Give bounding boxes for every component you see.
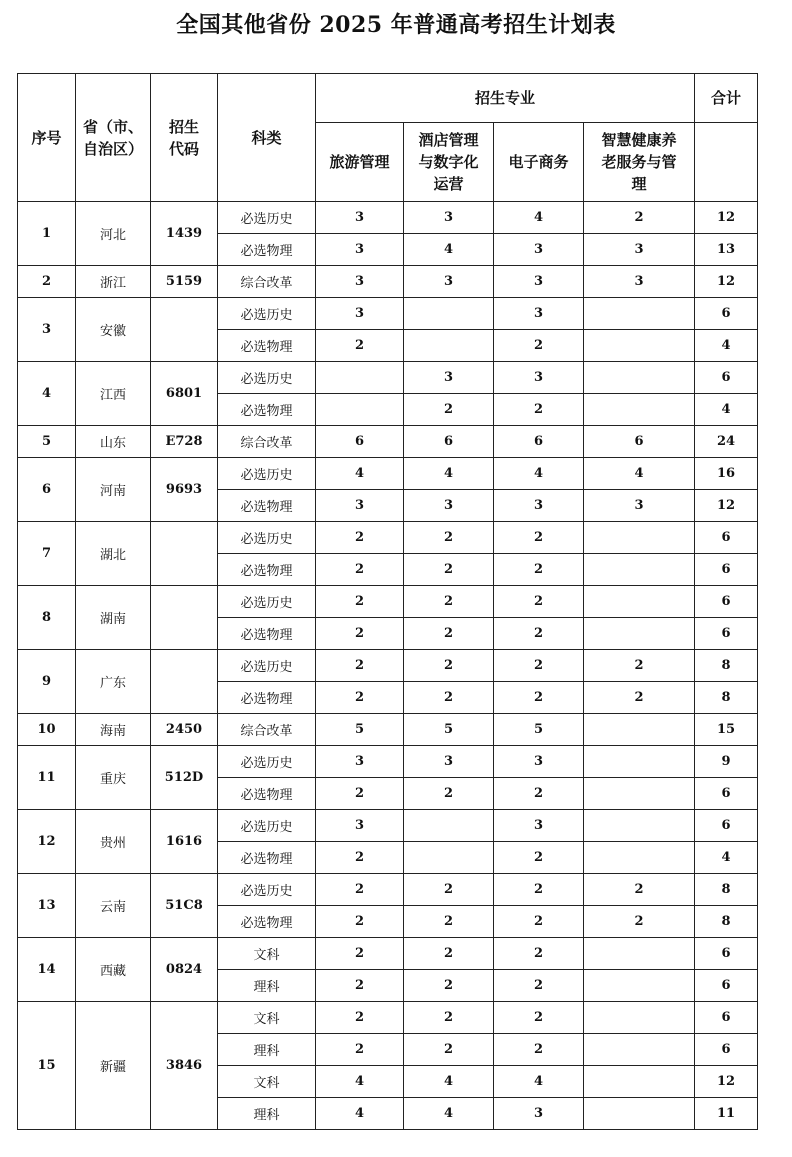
- cell-category: 文科: [218, 1066, 316, 1098]
- cell-category: 必选历史: [218, 362, 316, 394]
- cell-value: 4: [494, 458, 584, 490]
- cell-value: 2: [494, 522, 584, 554]
- cell-value: 2: [494, 554, 584, 586]
- cell-value: 2: [316, 554, 404, 586]
- cell-value: 4: [404, 458, 494, 490]
- cell-total: 13: [695, 234, 758, 266]
- cell-value: 3: [316, 298, 404, 330]
- header-province: [76, 74, 151, 202]
- cell-value: 3: [494, 266, 584, 298]
- header-province-line2: 自治区）: [82, 139, 143, 158]
- cell-code: 9693: [151, 458, 218, 522]
- cell-category: 必选物理: [218, 394, 316, 426]
- cell-code: 5159: [151, 266, 218, 298]
- cell-value: [584, 1002, 695, 1034]
- cell-value: 2: [316, 842, 404, 874]
- cell-value: 2: [316, 1002, 404, 1034]
- table-row: [18, 266, 758, 298]
- cell-total: 6: [695, 554, 758, 586]
- header-major-hotel-line1: 酒店管理: [418, 131, 479, 149]
- header-major-tourism-line1: 旅游管理: [329, 153, 390, 171]
- cell-value: 2: [494, 650, 584, 682]
- cell-value: 4: [494, 1066, 584, 1098]
- cell-value: 3: [494, 490, 584, 522]
- cell-value: [404, 298, 494, 330]
- cell-category: 必选物理: [218, 778, 316, 810]
- cell-value: 4: [494, 202, 584, 234]
- cell-value: 2: [494, 394, 584, 426]
- cell-seq: 4: [18, 362, 76, 426]
- cell-category: 必选物理: [218, 618, 316, 650]
- cell-total: 9: [695, 746, 758, 778]
- cell-value: 4: [404, 234, 494, 266]
- cell-total: 24: [695, 426, 758, 458]
- cell-code: 512D: [151, 746, 218, 810]
- cell-value: 3: [494, 298, 584, 330]
- cell-category: 必选历史: [218, 650, 316, 682]
- cell-value: 3: [316, 490, 404, 522]
- cell-seq: 7: [18, 522, 76, 586]
- header-code-line2: 代码: [168, 139, 199, 158]
- cell-value: 3: [494, 1098, 584, 1130]
- cell-value: 2: [494, 938, 584, 970]
- cell-total: 12: [695, 1066, 758, 1098]
- cell-seq: 6: [18, 458, 76, 522]
- cell-value: 3: [494, 746, 584, 778]
- cell-value: 2: [404, 586, 494, 618]
- cell-value: [584, 714, 695, 746]
- cell-value: [584, 394, 695, 426]
- table-row: [18, 746, 758, 778]
- cell-value: 4: [584, 458, 695, 490]
- header-major-elderly-care: [584, 123, 695, 202]
- cell-value: 2: [404, 650, 494, 682]
- cell-value: 6: [494, 426, 584, 458]
- cell-category: 必选物理: [218, 842, 316, 874]
- cell-province: 广东: [76, 650, 151, 714]
- cell-province: 重庆: [76, 746, 151, 810]
- cell-seq: 8: [18, 586, 76, 650]
- cell-value: [584, 970, 695, 1002]
- cell-value: 2: [404, 970, 494, 1002]
- cell-total: 6: [695, 778, 758, 810]
- cell-seq: 11: [18, 746, 76, 810]
- cell-province: 河南: [76, 458, 151, 522]
- cell-value: 4: [316, 1066, 404, 1098]
- cell-province: 湖北: [76, 522, 151, 586]
- header-major-hotel-line3: 运营: [433, 175, 464, 193]
- cell-category: 必选历史: [218, 298, 316, 330]
- cell-province: 山东: [76, 426, 151, 458]
- header-major-tourism: [316, 123, 404, 202]
- cell-value: 2: [584, 650, 695, 682]
- cell-value: [584, 1034, 695, 1066]
- cell-value: 2: [494, 618, 584, 650]
- table-row: [18, 202, 758, 234]
- cell-value: [404, 842, 494, 874]
- cell-value: 6: [584, 426, 695, 458]
- cell-province: 新疆: [76, 1002, 151, 1130]
- cell-value: 2: [316, 970, 404, 1002]
- cell-value: [584, 938, 695, 970]
- cell-code: [151, 586, 218, 650]
- cell-value: 5: [494, 714, 584, 746]
- cell-value: [584, 810, 695, 842]
- table-row: [18, 298, 758, 330]
- cell-total: 4: [695, 394, 758, 426]
- cell-value: 2: [316, 586, 404, 618]
- cell-province: 江西: [76, 362, 151, 426]
- cell-code: 1439: [151, 202, 218, 266]
- cell-value: 2: [404, 522, 494, 554]
- header-majors-group: 招生专业: [316, 74, 695, 123]
- cell-value: 2: [316, 906, 404, 938]
- cell-seq: 13: [18, 874, 76, 938]
- cell-value: 3: [316, 234, 404, 266]
- cell-value: 2: [404, 394, 494, 426]
- cell-value: [584, 618, 695, 650]
- cell-value: 2: [316, 618, 404, 650]
- cell-value: 2: [494, 682, 584, 714]
- cell-value: 2: [316, 522, 404, 554]
- header-total-empty: [695, 123, 758, 202]
- cell-value: 3: [494, 810, 584, 842]
- header-province-line1: 省（市、: [82, 117, 143, 136]
- cell-code: 2450: [151, 714, 218, 746]
- cell-category: 必选物理: [218, 330, 316, 362]
- cell-category: 必选历史: [218, 874, 316, 906]
- cell-code: [151, 650, 218, 714]
- cell-value: 2: [494, 906, 584, 938]
- cell-value: 3: [494, 234, 584, 266]
- cell-value: [404, 810, 494, 842]
- table-row: [18, 426, 758, 458]
- cell-value: 3: [316, 266, 404, 298]
- cell-value: [584, 522, 695, 554]
- cell-value: 3: [316, 202, 404, 234]
- cell-value: 2: [494, 586, 584, 618]
- table-row: [18, 938, 758, 970]
- table-row: [18, 522, 758, 554]
- cell-category: 必选物理: [218, 234, 316, 266]
- cell-value: 3: [404, 202, 494, 234]
- header-major-ecommerce-line1: 电子商务: [508, 153, 569, 171]
- cell-total: 12: [695, 266, 758, 298]
- cell-value: 2: [316, 1034, 404, 1066]
- cell-category: 必选物理: [218, 490, 316, 522]
- cell-total: 6: [695, 618, 758, 650]
- cell-seq: 14: [18, 938, 76, 1002]
- cell-code: [151, 298, 218, 362]
- cell-value: 4: [404, 1098, 494, 1130]
- cell-total: 16: [695, 458, 758, 490]
- cell-province: 浙江: [76, 266, 151, 298]
- cell-province: 海南: [76, 714, 151, 746]
- cell-total: 6: [695, 1034, 758, 1066]
- cell-value: 3: [404, 266, 494, 298]
- cell-value: 2: [584, 874, 695, 906]
- cell-category: 理科: [218, 970, 316, 1002]
- cell-value: 3: [494, 362, 584, 394]
- header-major-ecommerce: [494, 123, 584, 202]
- cell-value: [584, 778, 695, 810]
- header-major-elderly-care-line2: 老服务与管: [601, 153, 677, 171]
- cell-total: 12: [695, 490, 758, 522]
- cell-total: 6: [695, 1002, 758, 1034]
- cell-value: 2: [316, 682, 404, 714]
- cell-value: [316, 362, 404, 394]
- cell-total: 4: [695, 842, 758, 874]
- cell-code: 51C8: [151, 874, 218, 938]
- cell-total: 6: [695, 522, 758, 554]
- cell-value: 2: [404, 906, 494, 938]
- cell-category: 文科: [218, 938, 316, 970]
- cell-value: 2: [404, 1002, 494, 1034]
- cell-value: 2: [316, 938, 404, 970]
- cell-value: 4: [316, 1098, 404, 1130]
- cell-total: 4: [695, 330, 758, 362]
- cell-value: 4: [404, 1066, 494, 1098]
- table-row: [18, 650, 758, 682]
- cell-value: 2: [404, 618, 494, 650]
- table-row: [18, 586, 758, 618]
- cell-seq: 10: [18, 714, 76, 746]
- cell-seq: 5: [18, 426, 76, 458]
- header-seq: 序号: [18, 74, 76, 202]
- cell-value: 3: [584, 266, 695, 298]
- cell-value: 3: [584, 490, 695, 522]
- cell-seq: 3: [18, 298, 76, 362]
- cell-value: [584, 554, 695, 586]
- cell-category: 必选历史: [218, 810, 316, 842]
- cell-value: 2: [494, 874, 584, 906]
- cell-value: 2: [494, 1002, 584, 1034]
- table-row: [18, 714, 758, 746]
- cell-value: 2: [316, 650, 404, 682]
- cell-value: [584, 362, 695, 394]
- cell-total: 8: [695, 682, 758, 714]
- cell-total: 8: [695, 874, 758, 906]
- cell-value: 3: [404, 746, 494, 778]
- page-title: 全国其他省份 2025 年普通高考招生计划表: [176, 12, 616, 38]
- cell-province: 西藏: [76, 938, 151, 1002]
- cell-category: 综合改革: [218, 426, 316, 458]
- cell-total: 6: [695, 362, 758, 394]
- cell-category: 必选历史: [218, 746, 316, 778]
- header-major-hotel: [404, 123, 494, 202]
- cell-value: 2: [404, 874, 494, 906]
- cell-value: 4: [316, 458, 404, 490]
- header-major-elderly-care-line1: 智慧健康养: [601, 131, 677, 149]
- enrollment-plan-table: [17, 73, 758, 1130]
- cell-total: 6: [695, 586, 758, 618]
- cell-seq: 2: [18, 266, 76, 298]
- cell-value: [584, 586, 695, 618]
- cell-value: 3: [316, 810, 404, 842]
- cell-value: 5: [404, 714, 494, 746]
- table-row: [18, 458, 758, 490]
- cell-value: 3: [404, 490, 494, 522]
- cell-category: 必选物理: [218, 554, 316, 586]
- cell-value: 2: [404, 778, 494, 810]
- cell-value: 2: [494, 842, 584, 874]
- cell-code: 6801: [151, 362, 218, 426]
- table-row: [18, 1002, 758, 1034]
- cell-value: 6: [404, 426, 494, 458]
- cell-value: 2: [494, 330, 584, 362]
- cell-total: 6: [695, 298, 758, 330]
- cell-value: 2: [316, 778, 404, 810]
- cell-value: 3: [404, 362, 494, 394]
- cell-seq: 1: [18, 202, 76, 266]
- cell-category: 必选历史: [218, 202, 316, 234]
- cell-code: 1616: [151, 810, 218, 874]
- table-row: [18, 874, 758, 906]
- header-category: 科类: [218, 74, 316, 202]
- cell-code: E728: [151, 426, 218, 458]
- cell-value: 2: [584, 202, 695, 234]
- cell-value: [584, 746, 695, 778]
- cell-value: [584, 330, 695, 362]
- cell-value: 2: [404, 938, 494, 970]
- cell-province: 贵州: [76, 810, 151, 874]
- cell-total: 15: [695, 714, 758, 746]
- cell-value: 2: [584, 682, 695, 714]
- cell-value: 2: [316, 330, 404, 362]
- cell-category: 综合改革: [218, 266, 316, 298]
- cell-category: 理科: [218, 1098, 316, 1130]
- cell-category: 必选历史: [218, 586, 316, 618]
- cell-value: 2: [404, 1034, 494, 1066]
- table-body: [18, 202, 758, 1130]
- cell-value: 2: [494, 778, 584, 810]
- cell-province: 河北: [76, 202, 151, 266]
- cell-value: 2: [404, 682, 494, 714]
- cell-value: 2: [494, 1034, 584, 1066]
- cell-code: 0824: [151, 938, 218, 1002]
- cell-total: 11: [695, 1098, 758, 1130]
- table-header: [18, 74, 758, 202]
- cell-category: 综合改革: [218, 714, 316, 746]
- cell-value: 2: [316, 874, 404, 906]
- header-major-elderly-care-line3: 理: [631, 175, 647, 193]
- cell-category: 必选物理: [218, 682, 316, 714]
- cell-value: [584, 842, 695, 874]
- cell-province: 安徽: [76, 298, 151, 362]
- cell-total: 8: [695, 650, 758, 682]
- header-total: 合计: [695, 74, 758, 123]
- cell-value: [584, 298, 695, 330]
- cell-total: 12: [695, 202, 758, 234]
- cell-value: [404, 330, 494, 362]
- table-row: [18, 362, 758, 394]
- cell-category: 文科: [218, 1002, 316, 1034]
- cell-value: [316, 394, 404, 426]
- cell-value: 5: [316, 714, 404, 746]
- cell-category: 必选历史: [218, 522, 316, 554]
- cell-seq: 9: [18, 650, 76, 714]
- header-code: [151, 74, 218, 202]
- cell-value: 2: [494, 970, 584, 1002]
- cell-code: 3846: [151, 1002, 218, 1130]
- cell-value: [584, 1066, 695, 1098]
- cell-value: [584, 1098, 695, 1130]
- cell-value: 2: [404, 554, 494, 586]
- cell-seq: 12: [18, 810, 76, 874]
- header-code-line1: 招生: [168, 117, 199, 136]
- cell-value: 3: [316, 746, 404, 778]
- table-row: [18, 810, 758, 842]
- cell-value: 3: [584, 234, 695, 266]
- cell-total: 8: [695, 906, 758, 938]
- cell-total: 6: [695, 970, 758, 1002]
- cell-total: 6: [695, 810, 758, 842]
- cell-code: [151, 522, 218, 586]
- cell-category: 必选历史: [218, 458, 316, 490]
- cell-province: 云南: [76, 874, 151, 938]
- cell-total: 6: [695, 938, 758, 970]
- cell-seq: 15: [18, 1002, 76, 1130]
- cell-value: 2: [584, 906, 695, 938]
- cell-category: 必选物理: [218, 906, 316, 938]
- cell-category: 理科: [218, 1034, 316, 1066]
- cell-province: 湖南: [76, 586, 151, 650]
- cell-value: 6: [316, 426, 404, 458]
- header-major-hotel-line2: 与数字化: [418, 153, 479, 171]
